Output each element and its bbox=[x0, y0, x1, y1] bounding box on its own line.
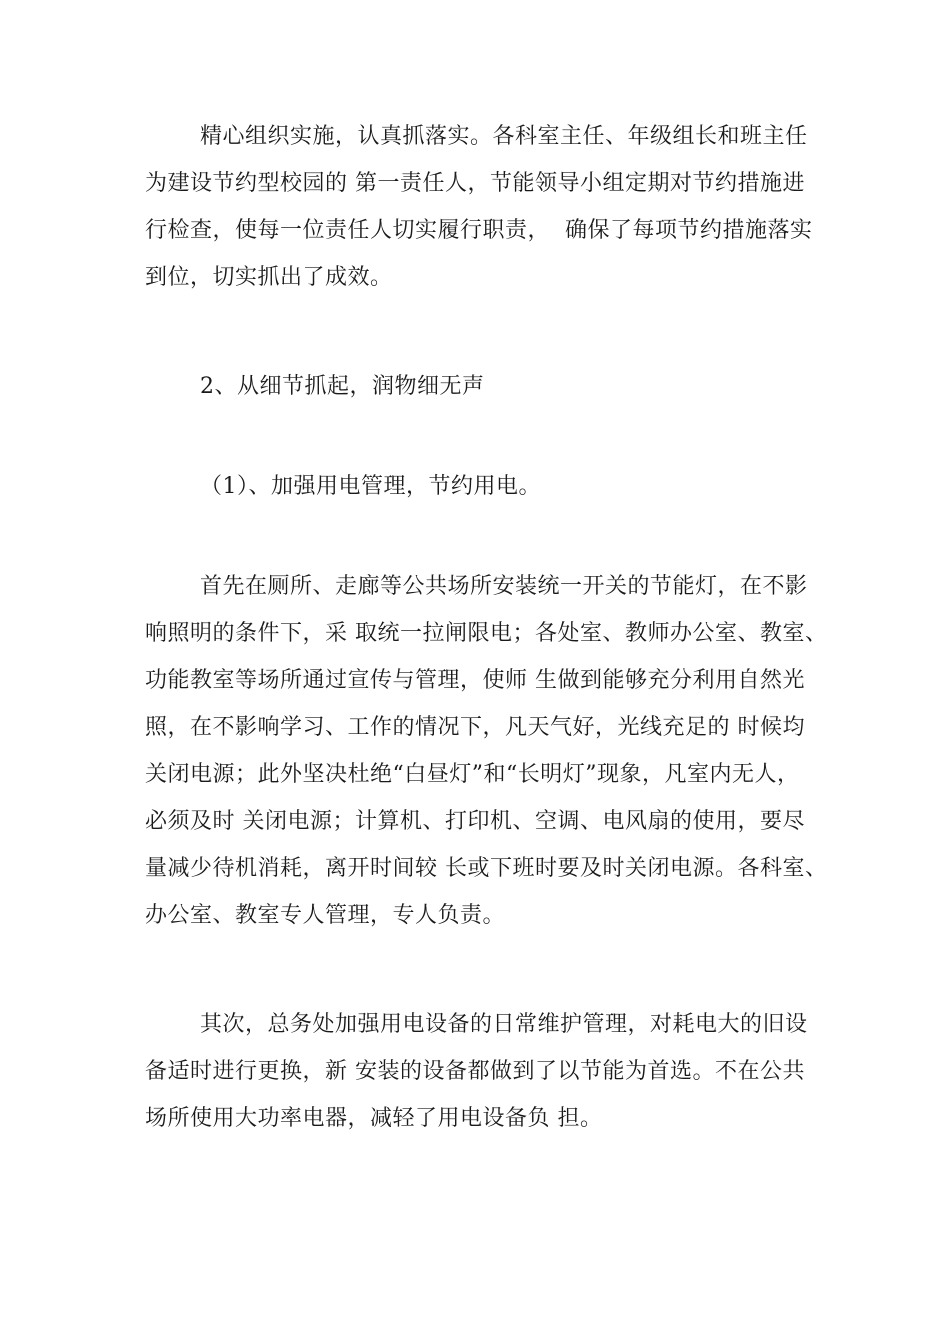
paragraph-1-line-1: 精心组织实施，认真抓落实。各科室主任、年级组长和班主任 bbox=[200, 124, 808, 149]
paragraph-2-line-1: 首先在厕所、走廊等公共场所安装统一开关的节能灯，在不影 bbox=[200, 574, 808, 599]
paragraph-1-line-3: 行检查，使每一位责任人切实履行职责， 确保了每项节约措施落实 bbox=[145, 218, 813, 243]
subsection-heading-2-1: （1）、加强用电管理，节约用电。 bbox=[200, 474, 541, 499]
section-heading-2: 2、从细节抓起，润物细无声 bbox=[200, 374, 485, 399]
paragraph-1-line-4: 到位，切实抓出了成效。 bbox=[145, 265, 393, 290]
paragraph-1-line-2: 为建设节约型校园的 第一责任人，节能领导小组定期对节约措施进 bbox=[145, 171, 805, 196]
paragraph-2-line-8: 办公室、教室专人管理，专人负责。 bbox=[145, 903, 506, 928]
paragraph-2-line-3: 功能教室等场所通过宣传与管理，使师 生做到能够充分利用自然光 bbox=[145, 668, 805, 693]
paragraph-2-line-2: 响照明的条件下，采 取统一拉闸限电；各处室、教师办公室、教室、 bbox=[145, 621, 828, 646]
paragraph-2-line-5: 关闭电源；此外坚决杜绝“白昼灯”和“长明灯”现象，凡室内无人， bbox=[145, 762, 800, 787]
paragraph-2-line-4: 照，在不影响学习、工作的情况下，凡天气好，光线充足的 时候均 bbox=[145, 715, 805, 740]
paragraph-3-line-1: 其次，总务处加强用电设备的日常维护管理，对耗电大的旧设 bbox=[200, 1012, 808, 1037]
paragraph-2-line-7: 量减少待机消耗，离开时间较 长或下班时要及时关闭电源。各科室、 bbox=[145, 856, 828, 881]
paragraph-3-line-2: 备适时进行更换，新 安装的设备都做到了以节能为首选。不在公共 bbox=[145, 1059, 805, 1084]
paragraph-2-line-6: 必须及时 关闭电源；计算机、打印机、空调、电风扇的使用，要尽 bbox=[145, 809, 805, 834]
paragraph-3-line-3: 场所使用大功率电器，减轻了用电设备负 担。 bbox=[145, 1106, 603, 1131]
